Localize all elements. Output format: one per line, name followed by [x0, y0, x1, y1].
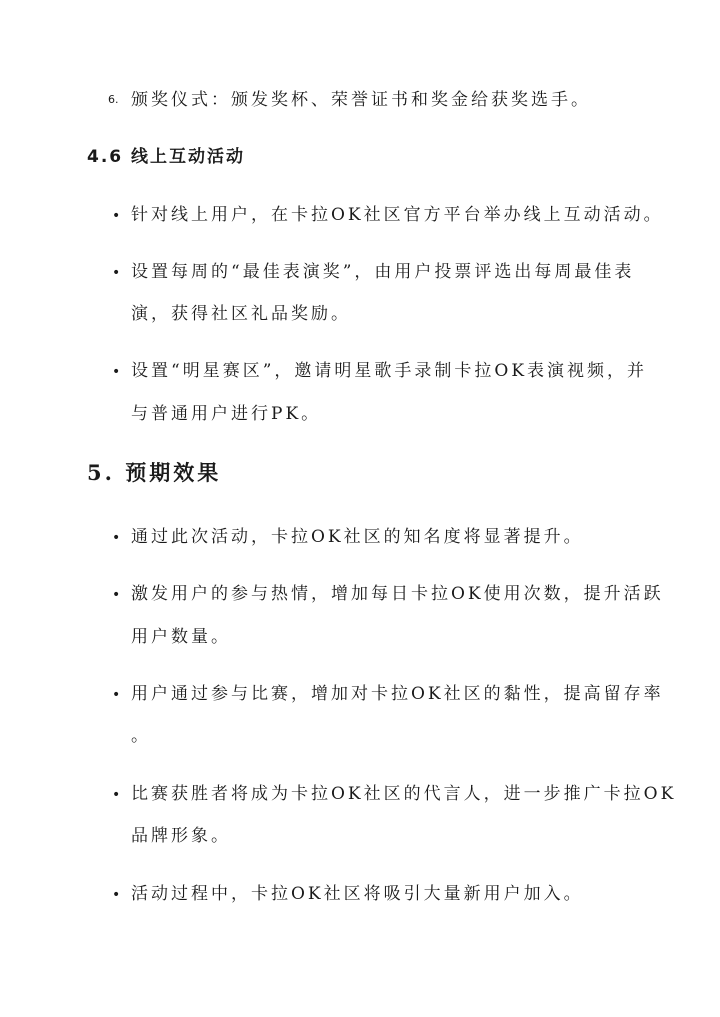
bullet-icon: • [112, 364, 121, 380]
bullet-text: 设置每周的“最佳表演奖”，由用户投票评选出每周最佳表 [131, 262, 635, 282]
awards-text: 颁奖仪式：颁发奖杯、荣誉证书和奖金给获奖选手。 [131, 90, 591, 110]
bullet-text: 针对线上用户，在卡拉OK社区官方平台举办线上互动活动。 [131, 205, 664, 225]
bullet-icon: • [112, 265, 121, 281]
bullet-text-continuation: 演，获得社区礼品奖励。 [131, 304, 351, 324]
bullet-icon: • [112, 208, 121, 224]
bullet-text: 通过此次活动，卡拉OK社区的知名度将显著提升。 [131, 527, 584, 547]
bullet-text: 活动过程中，卡拉OK社区将吸引大量新用户加入。 [131, 884, 584, 904]
bullet-text: 用户通过参与比赛，增加对卡拉OK社区的黏性，提高留存率 [131, 684, 664, 704]
bullet-icon: • [112, 587, 121, 603]
bullet-text: 激发用户的参与热情，增加每日卡拉OK使用次数，提升活跃 [131, 584, 664, 604]
section-heading-5: 5. 预期效果 [87, 460, 222, 485]
bullet-text-continuation: 与普通用户进行PK。 [131, 404, 322, 424]
bullet-icon: • [112, 787, 121, 803]
bullet-text-continuation: 用户数量。 [131, 627, 231, 647]
bullet-text-continuation: 品牌形象。 [131, 826, 231, 846]
bullet-icon: • [112, 887, 121, 903]
list-number: 6. [108, 93, 119, 106]
bullet-icon: • [112, 530, 121, 546]
bullet-text: 设置“明星赛区”，邀请明星歌手录制卡拉OK表演视频，并 [131, 361, 648, 381]
section-heading-4-6: 4.6 线上互动活动 [87, 147, 246, 167]
bullet-text-continuation: 。 [131, 726, 151, 746]
bullet-text: 比赛获胜者将成为卡拉OK社区的代言人，进一步推广卡拉OK [131, 784, 677, 804]
bullet-icon: • [112, 687, 121, 703]
